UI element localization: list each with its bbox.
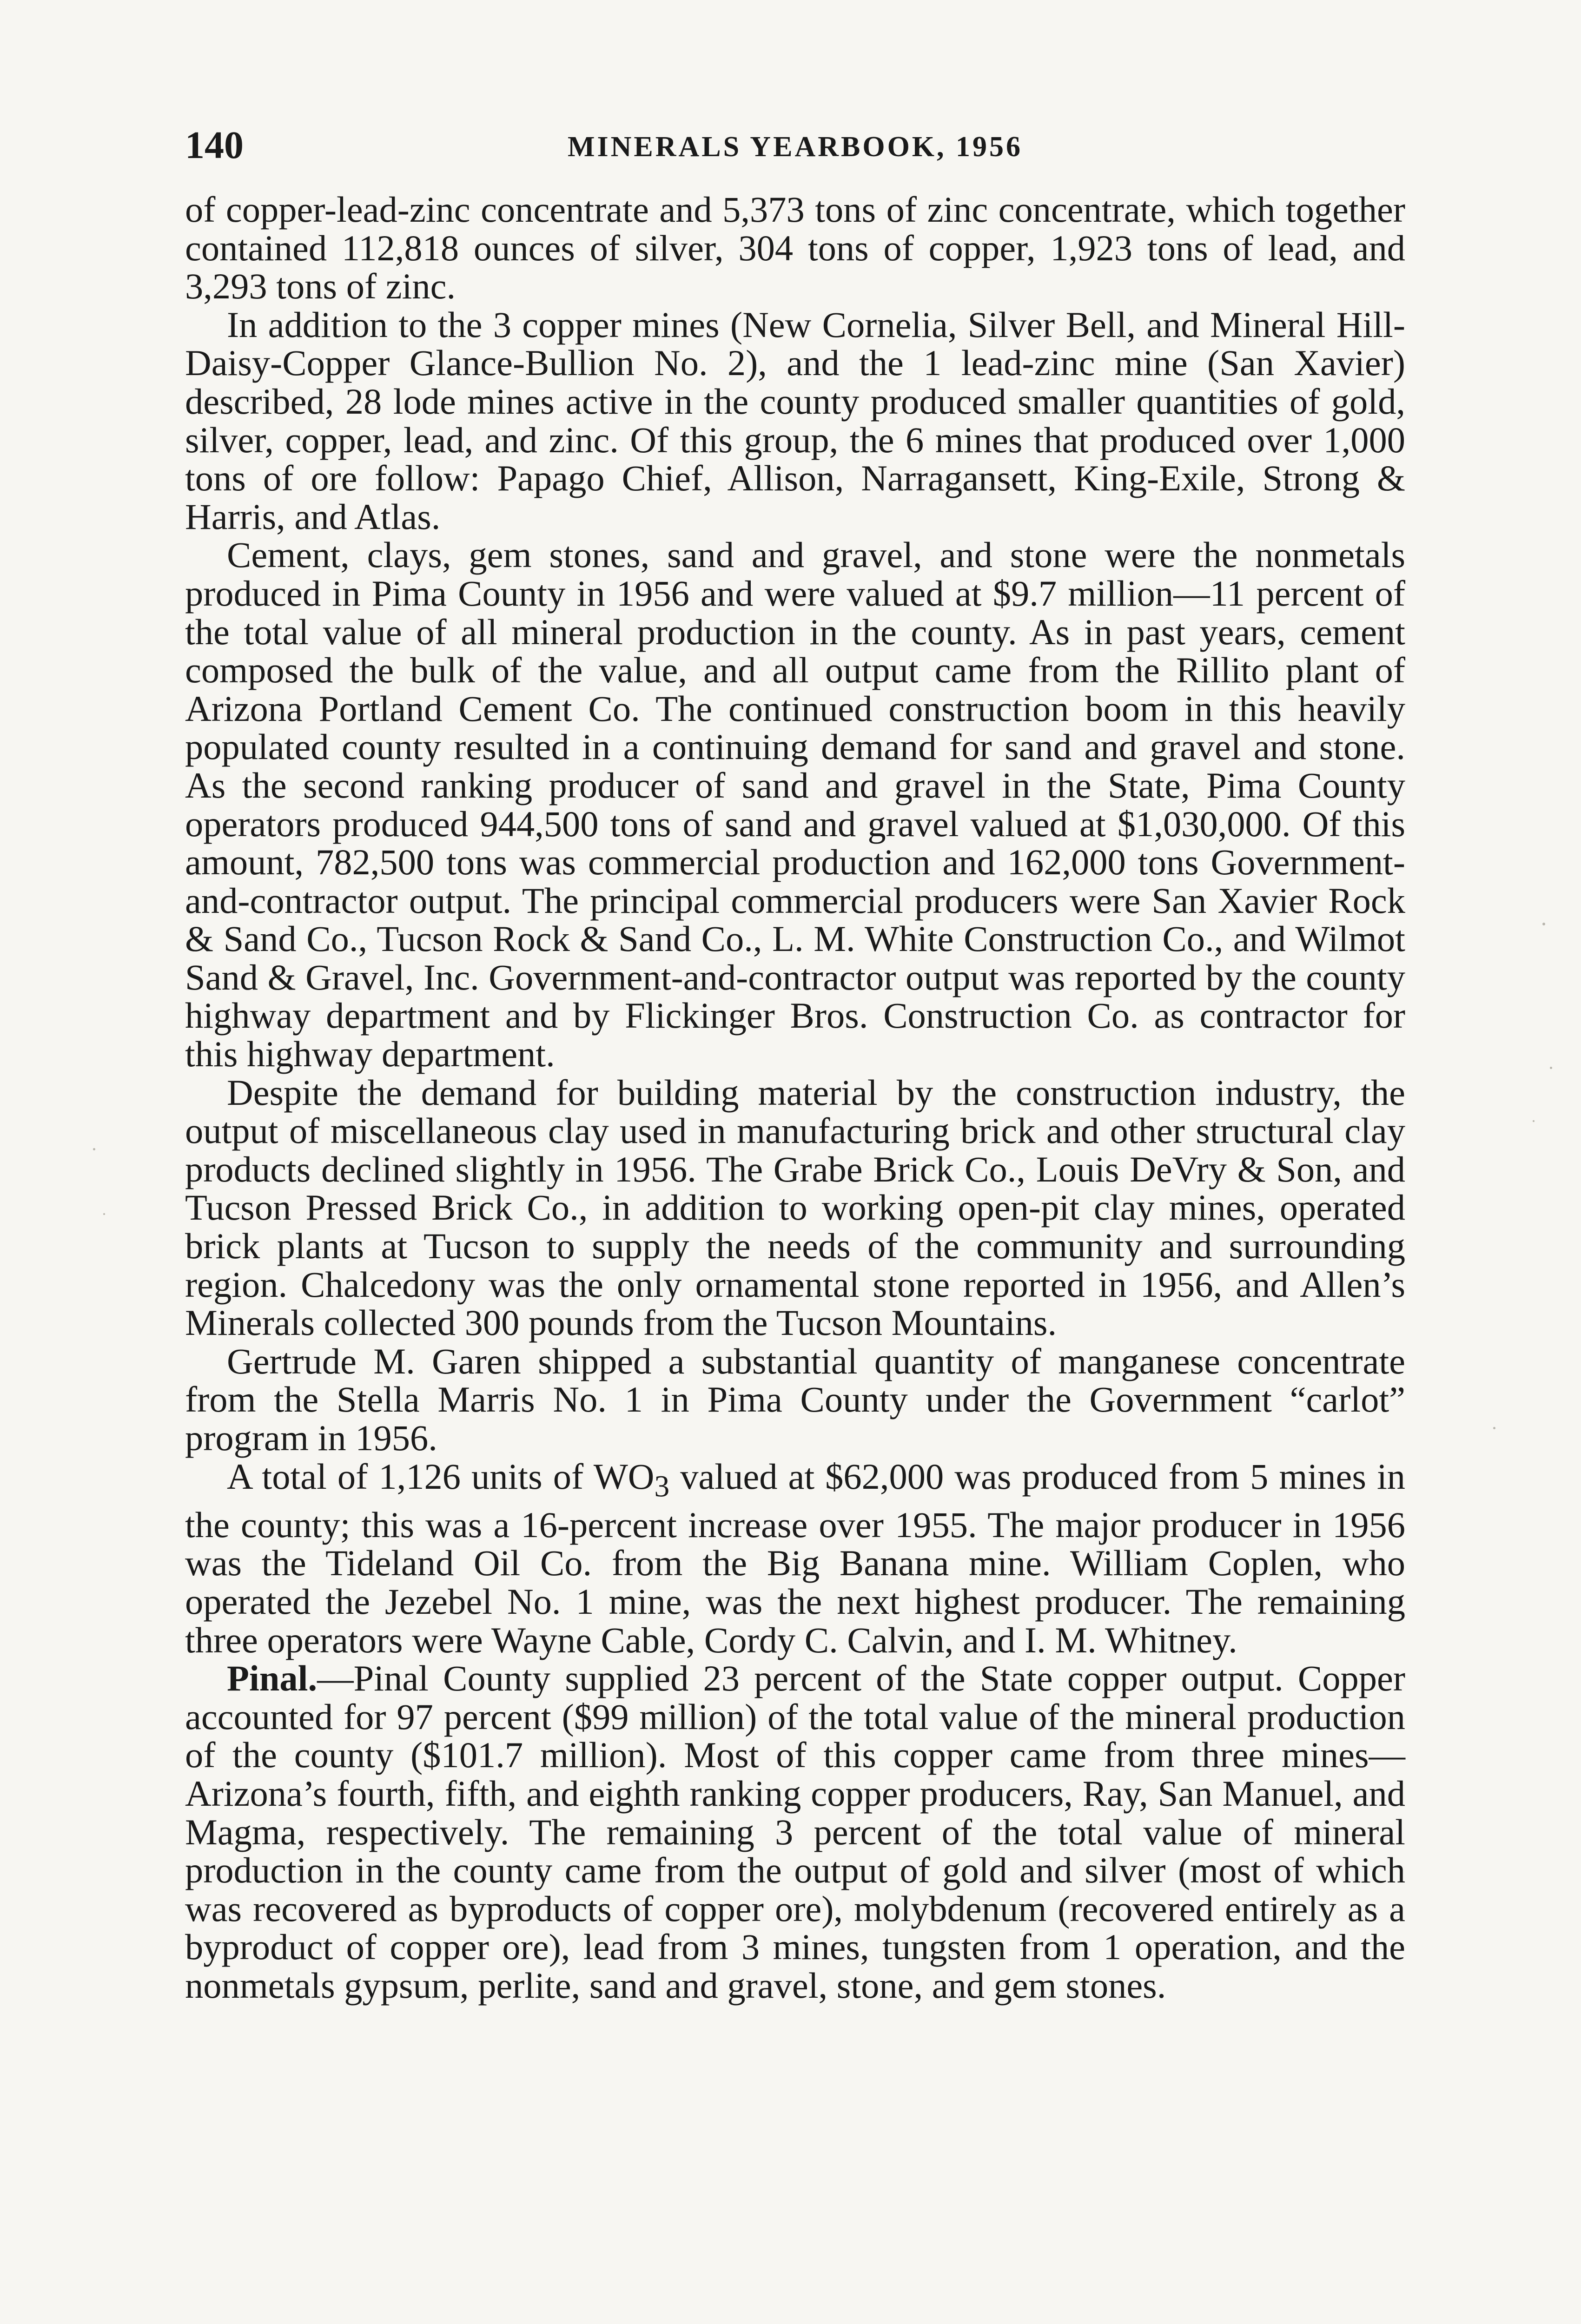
scan-speck	[1550, 1067, 1552, 1069]
page-number: 140	[185, 124, 244, 167]
scan-speck	[103, 1213, 105, 1215]
subscript: 3	[654, 1470, 670, 1504]
paragraph-manganese	[185, 1342, 1405, 1458]
paragraph-tungsten	[185, 1458, 1405, 1660]
scan-speck	[1542, 923, 1545, 925]
paragraph-nonmetals	[185, 536, 1405, 1073]
paragraph-clay	[185, 1074, 1405, 1342]
paragraph-text: of copper-lead-zinc concentrate and 5,373 tons of zinc concentrate, which together contained 112,818 ounces of silver, 304 tons of copper, 1,923 tons of lead, and 3,293 tons of zinc.	[185, 189, 1405, 307]
scan-speck	[93, 1148, 95, 1150]
paragraph-text: —Pinal County supplied 23 percent of the State copper output. Copper accounted for 97 percent ($99 million) of the total value of the mineral production of the county ($101.7 million). Most of this copper came from three mines—Arizona’s fourth, fifth, and eighth ranking copper producers, Ray, San Manuel, and Magma, respectively. The remaining 3 percent of the total value of mineral production in the county came from the output of gold and silver (most of which was recovered as byproducts of copper ore), molybdenum (recovered entirely as a byproduct of copper ore), lead from 3 mines, tungsten from 1 operation, and the nonmetals gypsum, perlite, sand and gravel, stone, and gem stones.	[185, 1658, 1405, 2006]
page-header	[185, 120, 1405, 171]
running-title: MINERALS YEARBOOK, 1956	[567, 131, 1023, 163]
paragraph-continuation	[185, 191, 1405, 306]
paragraph-text: Despite the demand for building material by the construction industry, the output of miscellaneous clay used in manufacturing brick and other structural clay products declined slightly in 1956. The Grabe Brick Co., Louis DeVry & Son, and Tucson Pressed Brick Co., in addition to working open-pit clay mines, operated brick plants at Tucson to supply the needs of the community and surrounding region. Chalcedony was the only ornamental stone reported in 1956, and Allen’s Minerals collected 300 pounds from the Tucson Mountains.	[185, 1072, 1405, 1343]
scan-speck	[1493, 1427, 1495, 1429]
scan-speck	[1533, 1120, 1535, 1122]
paragraph-text: Cement, clays, gem stones, sand and gravel, and stone were the nonmetals produced in Pima County in 1956 and were valued at $9.7 million—11 percent of the total value of all mineral production in the county. As in past years, cement composed the bulk of the value, and all output came from the Rillito plant of Arizona Portland Cement Co. The continued construction boom in this heavily populated county resulted in a continuing demand for sand and gravel and stone. As the second ranking producer of sand and gravel in the State, Pima County operators produced 944,500 tons of sand and gravel valued at $1,030,000. Of this amount, 782,500 tons was commercial production and 162,000 tons Government-and-contractor output. The principal commercial producers were San Xavier Rock & Sand Co., Tucson Rock & Sand Co., L. M. White Construction Co., and Wilmot Sand & Gravel, Inc. Government-and-contractor output was reported by the county highway department and by Flickinger Bros. Construction Co. as contractor for this highway department.	[185, 535, 1405, 1075]
section-run-in-heading: Pinal.	[227, 1658, 318, 1699]
paragraph-lode-mines	[185, 306, 1405, 536]
body-text	[185, 191, 1405, 2005]
paragraph-text: Gertrude M. Garen shipped a substantial quantity of manganese concentrate from the Stella Marris No. 1 in Pima County under the Government “carlot” program in 1956.	[185, 1340, 1405, 1458]
paragraph-text: In addition to the 3 copper mines (New Cornelia, Silver Bell, and Mineral Hill-Daisy-Copper Glance-Bullion No. 2), and the 1 lead-zinc mine (San Xavier) described, 28 lode mines active in the county produced smaller quantities of gold, silver, copper, lead, and zinc. Of this group, the 6 mines that produced over 1,000 tons of ore follow: Papago Chief, Allison, Narragansett, King-Exile, Strong & Harris, and Atlas.	[185, 304, 1405, 537]
paragraph-text: A total of 1,126 units of WO	[227, 1456, 655, 1497]
paragraph-text: valued at $62,000 was produced from 5 mines in the county; this was a 16-percent increase over 1955. The major producer in 1956 was the Tideland Oil Co. from the Big Banana mine. William Coplen, who operated the Jezebel No. 1 mine, was the next highest producer. The remaining three operators were Wayne Cable, Cordy C. Calvin, and I. M. Whitney.	[185, 1456, 1406, 1660]
paragraph-pinal	[185, 1659, 1405, 2005]
